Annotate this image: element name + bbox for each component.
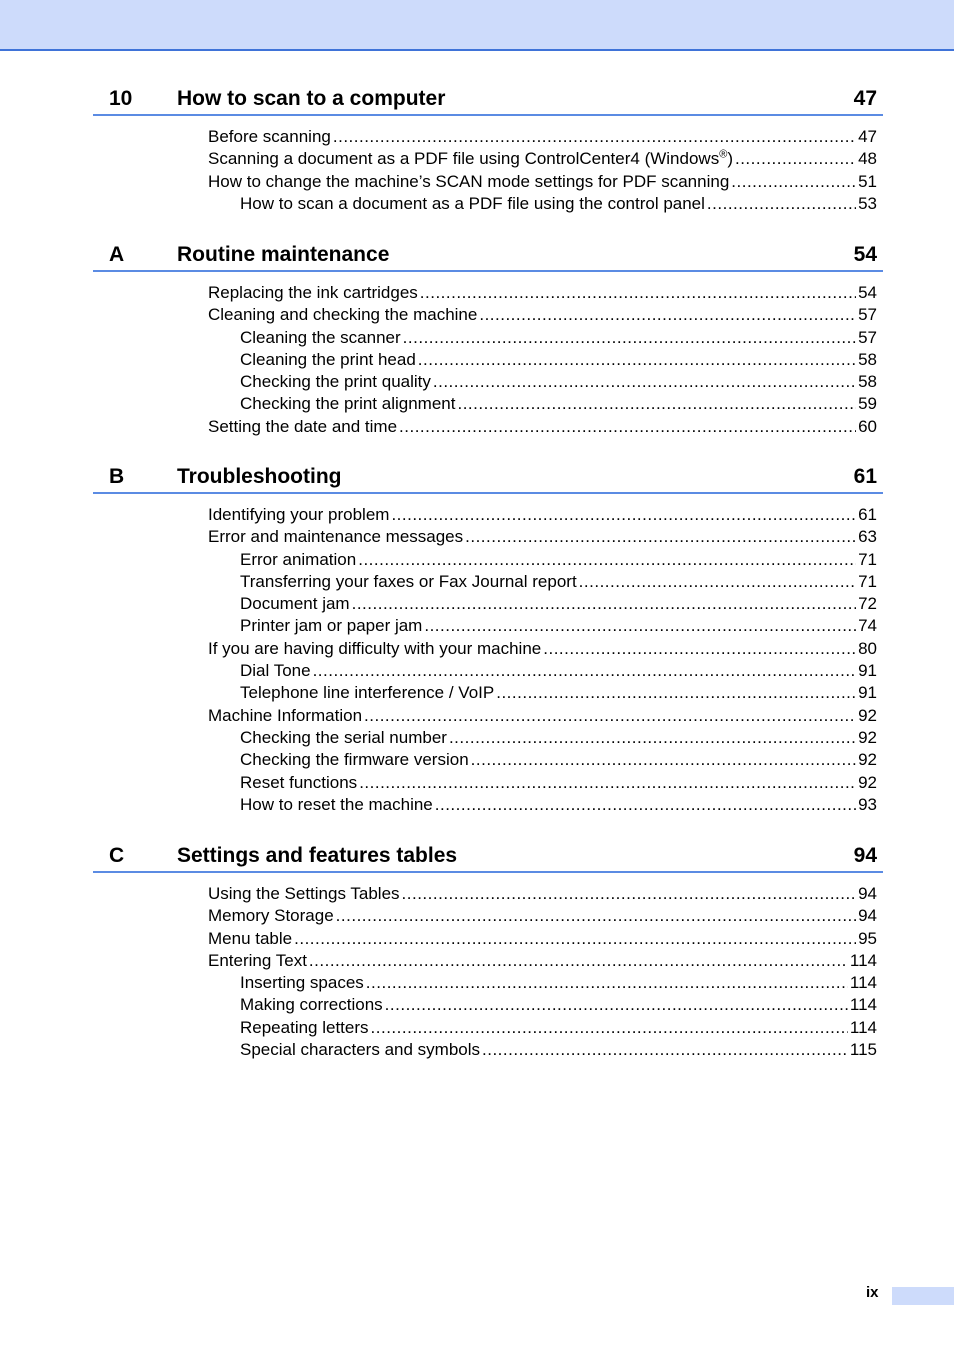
toc-entry-label — [240, 727, 447, 749]
chapter-page: 61 — [853, 465, 877, 488]
chapter-heading — [93, 843, 883, 873]
toc-entry-text: How to scan a document as a PDF file using the control panel — [240, 193, 705, 213]
dot-leader — [424, 615, 856, 637]
toc-entry-label — [240, 749, 469, 771]
toc-entry-label — [208, 504, 389, 526]
dot-leader — [418, 349, 856, 371]
dot-leader — [465, 526, 856, 548]
chapter-number: C — [109, 844, 125, 867]
toc-entry-text: Telephone line interference / VoIP — [240, 683, 495, 703]
toc-entry-page: 63 — [858, 527, 877, 547]
chapter-title: Routine maintenance — [177, 243, 390, 266]
toc-entry[interactable] — [208, 905, 877, 927]
toc-entry-text: Machine Information — [208, 705, 363, 725]
toc-entry-text: How to reset the machine — [240, 794, 433, 814]
toc-entry-text: Checking the print quality — [240, 372, 431, 392]
toc-entry[interactable] — [208, 416, 877, 438]
toc-entry[interactable] — [208, 282, 877, 304]
toc-entry-page: 61 — [858, 505, 877, 524]
dot-leader — [366, 972, 848, 994]
page-tab — [892, 1287, 954, 1305]
toc-entry[interactable] — [208, 705, 877, 727]
toc-entry[interactable] — [208, 171, 877, 193]
chapter-number: 10 — [109, 87, 133, 110]
dot-leader — [543, 638, 856, 660]
toc-entry[interactable] — [240, 327, 877, 349]
toc-entry[interactable] — [240, 749, 877, 771]
toc-entry[interactable] — [208, 504, 877, 526]
toc-entry-page: 92 — [858, 772, 877, 792]
toc-entry[interactable] — [240, 772, 877, 794]
toc-entry-page: 114 — [849, 973, 877, 993]
toc-entry-text: Reset functions — [240, 772, 358, 792]
toc-entry-label — [240, 772, 357, 794]
toc-entry-page: 58 — [858, 349, 877, 369]
toc-entry-text: Document jam — [240, 594, 350, 614]
dot-leader — [433, 371, 856, 393]
toc-entry[interactable] — [208, 950, 877, 972]
toc-entry-label — [208, 905, 334, 927]
dot-leader — [358, 549, 856, 571]
dot-leader — [359, 772, 856, 794]
dot-leader — [371, 1017, 848, 1039]
toc-entry-text: Making corrections — [240, 995, 383, 1015]
toc-entry-label — [240, 972, 364, 994]
toc-entry-page: 94 — [858, 906, 877, 926]
toc-entry-label — [240, 393, 455, 415]
toc-entry-label — [208, 883, 400, 905]
toc-entry-label — [208, 950, 307, 972]
toc-entry-label — [240, 794, 433, 816]
dot-leader — [471, 749, 856, 771]
toc-entry-label — [208, 638, 541, 660]
toc-entry-label — [240, 549, 356, 571]
chapter-title: How to scan to a computer — [177, 87, 446, 110]
toc-chapter-c — [93, 843, 883, 1061]
toc-entry-label — [240, 571, 577, 593]
toc-entry-label — [240, 349, 416, 371]
toc-entry-label — [208, 304, 477, 326]
dot-leader — [496, 682, 856, 704]
toc-entry[interactable] — [208, 126, 877, 148]
toc-entry-label — [240, 1039, 480, 1061]
toc-entry[interactable] — [240, 593, 877, 615]
toc-entry-label — [208, 148, 733, 170]
toc-entry-label — [208, 416, 397, 438]
dot-leader — [352, 593, 856, 615]
toc-entry-text: Error animation — [240, 549, 357, 569]
chapter-heading — [93, 86, 883, 116]
dot-leader — [336, 905, 856, 927]
chapter-page: 47 — [853, 87, 877, 110]
toc-entry-text: How to change the machine’s SCAN mode settings for PDF scanning — [208, 171, 730, 191]
toc-entry[interactable] — [240, 794, 877, 816]
toc-entry-text: Printer jam or paper jam — [240, 616, 423, 636]
dot-leader — [399, 416, 856, 438]
toc-entry-page: 47 — [858, 127, 877, 146]
toc-entry-text: Memory Storage — [208, 906, 334, 926]
toc-entry-page: 80 — [858, 638, 877, 658]
toc-entry-text: Menu table — [208, 928, 293, 948]
dot-leader — [731, 171, 856, 193]
toc-entry[interactable] — [208, 928, 877, 950]
toc-entry-page: 91 — [858, 683, 877, 703]
toc-entry-page: 54 — [858, 283, 877, 302]
dot-leader — [385, 994, 848, 1016]
toc-entry[interactable] — [208, 304, 877, 326]
toc-entry-list — [93, 116, 883, 215]
chapter-title: Troubleshooting — [177, 465, 342, 488]
dot-leader — [449, 727, 856, 749]
toc-chapter-10 — [93, 86, 883, 215]
chapter-page: 94 — [853, 844, 877, 867]
dot-leader — [579, 571, 856, 593]
toc-entry-list — [93, 873, 883, 1061]
toc-entry-text: Inserting spaces — [240, 973, 364, 993]
toc-entry[interactable] — [240, 682, 877, 704]
toc-entry-label — [208, 705, 362, 727]
dot-leader — [309, 950, 848, 972]
toc-entry-label — [240, 193, 705, 215]
toc-entry-text: Cleaning and checking the machine — [208, 305, 478, 325]
toc-entry-page: 60 — [858, 416, 877, 436]
dot-leader — [707, 193, 856, 215]
toc-entry-label — [240, 371, 431, 393]
toc-entry-page: 72 — [858, 594, 877, 614]
toc-entry-text: Repeating letters — [240, 1017, 369, 1037]
toc-entry-text: Error and maintenance messages — [208, 527, 464, 547]
toc-entry-text: Entering Text — [208, 950, 307, 970]
toc-entry-list — [93, 494, 883, 816]
toc-entry-page: 53 — [858, 193, 877, 213]
toc-entry[interactable] — [240, 727, 877, 749]
dot-leader — [294, 928, 856, 950]
toc-entry-page: 59 — [858, 394, 877, 414]
toc-entry[interactable] — [240, 1039, 877, 1061]
toc-entry[interactable] — [208, 148, 877, 170]
toc-entry-label — [208, 282, 418, 304]
toc-entry-page: 92 — [858, 750, 877, 770]
toc-entry-text: Replacing the ink cartridges — [208, 283, 418, 302]
toc-entry-text: Setting the date and time — [208, 416, 398, 436]
toc-entry-text-suffix: ) — [727, 149, 733, 169]
toc-entry[interactable] — [208, 526, 877, 548]
dot-leader — [364, 705, 856, 727]
toc-entry[interactable] — [240, 349, 877, 371]
page-number: ix — [866, 1284, 879, 1301]
dot-leader — [391, 504, 856, 526]
toc-entry-label — [240, 1017, 369, 1039]
toc-entry-label — [240, 682, 494, 704]
toc-entry[interactable] — [240, 1017, 877, 1039]
header-band — [0, 0, 954, 51]
toc-entry-page: 57 — [858, 327, 877, 347]
toc-entry-page: 114 — [849, 995, 877, 1015]
toc-entry-page: 92 — [858, 705, 877, 725]
toc-entry-page: 114 — [849, 1017, 877, 1037]
toc-entry-text: Scanning a document as a PDF file using ControlCenter4 (Windows — [208, 149, 720, 169]
toc-entry-page: 94 — [858, 884, 877, 903]
toc-entry-label — [240, 615, 422, 637]
toc-entry-text: Special characters and symbols — [240, 1040, 481, 1060]
toc-entry[interactable] — [208, 883, 877, 905]
dot-leader — [482, 1039, 848, 1061]
toc-entry[interactable] — [208, 638, 877, 660]
toc-entry-text: Checking the print alignment — [240, 394, 456, 414]
toc-entry-label — [240, 327, 401, 349]
chapter-title: Settings and features tables — [177, 844, 458, 867]
dot-leader — [435, 794, 856, 816]
chapter-heading — [93, 464, 883, 494]
toc-entry[interactable] — [240, 371, 877, 393]
toc-entry[interactable] — [240, 660, 877, 682]
toc-entry-page: 74 — [858, 616, 877, 636]
toc-entry-text: Cleaning the scanner — [240, 327, 401, 347]
toc-entry-page: 71 — [858, 549, 877, 569]
toc-entry-label — [208, 526, 463, 548]
toc-entry-label — [208, 171, 729, 193]
toc-entry-text: Cleaning the print head — [240, 349, 416, 369]
chapter-page: 54 — [853, 243, 877, 266]
toc-entry-label — [240, 994, 383, 1016]
dot-leader — [333, 126, 856, 148]
toc-entry[interactable] — [240, 571, 877, 593]
registered-mark: ® — [719, 148, 728, 161]
toc-entry[interactable] — [240, 615, 877, 637]
toc-entry[interactable] — [240, 193, 877, 215]
toc-entry-page: 115 — [849, 1040, 877, 1060]
toc-entry-page: 71 — [858, 571, 877, 591]
dot-leader — [402, 883, 857, 905]
toc-entry[interactable] — [240, 994, 877, 1016]
toc-entry-label — [240, 660, 311, 682]
toc-entry-label — [208, 928, 292, 950]
toc-entry-label — [240, 593, 350, 615]
toc-entry[interactable] — [240, 972, 877, 994]
toc-entry[interactable] — [240, 393, 877, 415]
dot-leader — [479, 304, 856, 326]
toc-entry-label — [208, 126, 331, 148]
toc-chapter-b — [93, 464, 883, 816]
dot-leader — [403, 327, 856, 349]
toc-entry-text: Dial Tone — [240, 661, 311, 681]
toc-entry-text: Transferring your faxes or Fax Journal report — [240, 571, 577, 591]
chapter-heading — [93, 242, 883, 272]
toc-entry-text: Checking the serial number — [240, 727, 447, 747]
chapter-number: A — [109, 243, 125, 266]
toc-entry-page: 91 — [858, 661, 877, 681]
toc-entry-list — [93, 272, 883, 438]
toc-entry-page: 57 — [858, 305, 877, 325]
toc-entry[interactable] — [240, 549, 877, 571]
chapter-number: B — [109, 465, 125, 488]
toc-entry-text: If you are having difficulty with your machine — [208, 638, 542, 658]
toc-entry-page: 92 — [858, 727, 877, 747]
toc-entry-page: 51 — [858, 171, 877, 191]
toc-entry-page: 95 — [858, 928, 877, 948]
toc-entry-text: Before scanning — [208, 127, 331, 146]
toc-entry-text: Checking the firmware version — [240, 750, 469, 770]
dot-leader — [420, 282, 856, 304]
dot-leader — [735, 148, 856, 170]
dot-leader — [313, 660, 857, 682]
toc-entry-page: 93 — [858, 794, 877, 814]
toc-entry-page: 48 — [858, 149, 877, 169]
toc-entry-text: Identifying your problem — [208, 505, 390, 524]
toc-entry-page: 114 — [849, 950, 877, 970]
dot-leader — [457, 393, 856, 415]
toc-entry-page: 58 — [858, 372, 877, 392]
toc-entry-text: Using the Settings Tables — [208, 884, 400, 903]
toc-chapter-a — [93, 242, 883, 438]
